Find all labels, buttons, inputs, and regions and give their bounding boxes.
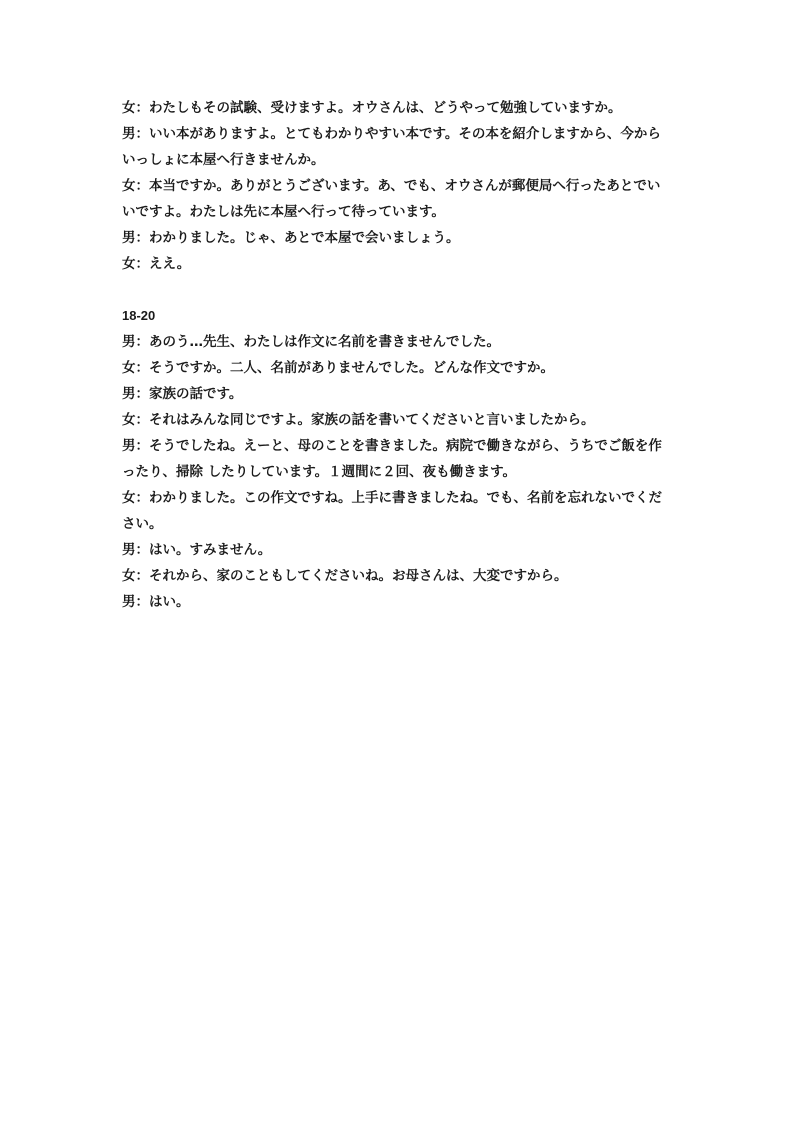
dialogue-block-1 [122,95,692,277]
dialogue-block-2 [122,329,692,615]
dialogue-line: 男：わかりました。じゃ、あとで本屋で会いましょう。 [122,230,460,246]
dialogue-line: ったり、掃除 したりしています。１週間に２回、夜も働きます。 [122,464,517,480]
document-page [122,95,692,615]
dialogue-line: 男：はい。すみません。 [122,542,272,558]
dialogue-line: 女：わたしもその試験、受けますよ。オウさんは、どうやって勉強していますか。 [122,100,622,116]
dialogue-line: いですよ。わたしは先に本屋へ行って待っています。 [122,204,445,220]
dialogue-line: 女：それはみんな同じですよ。家族の話を書いてくださいと言いましたから。 [122,412,595,428]
spacer [122,277,692,303]
dialogue-line: いっしょに本屋へ行きませんか。 [122,152,325,168]
section-label: 18-20 [122,308,156,323]
dialogue-line: 男：あのう…先生、わたしは作文に名前を書きませんでした。 [122,334,500,350]
dialogue-line: 男：そうでしたね。えーと、母のことを書きました。病院で働きながら、うちでご飯を作 [122,438,662,454]
dialogue-line: 男：いい本がありますよ。とてもわかりやすい本です。その本を紹介しますから、今から [122,126,661,142]
dialogue-line: 女：ええ。 [122,256,191,272]
dialogue-line: 女：わかりました。この作文ですね。上手に書きましたね。でも、名前を忘れないでくだ [122,490,662,506]
dialogue-line: 男：家族の話です。 [122,386,243,402]
dialogue-line: 男：はい。 [122,594,190,610]
dialogue-line: 女：そうですか。二人、名前がありませんでした。どんな作文ですか。 [122,360,554,376]
dialogue-line: さい。 [122,516,163,532]
dialogue-line: 女：それから、家のこともしてくださいね。お母さんは、大変ですから。 [122,568,568,584]
dialogue-line: 女：本当ですか。ありがとうございます。あ、でも、オウさんが郵便局へ行ったあとでい [122,178,661,194]
